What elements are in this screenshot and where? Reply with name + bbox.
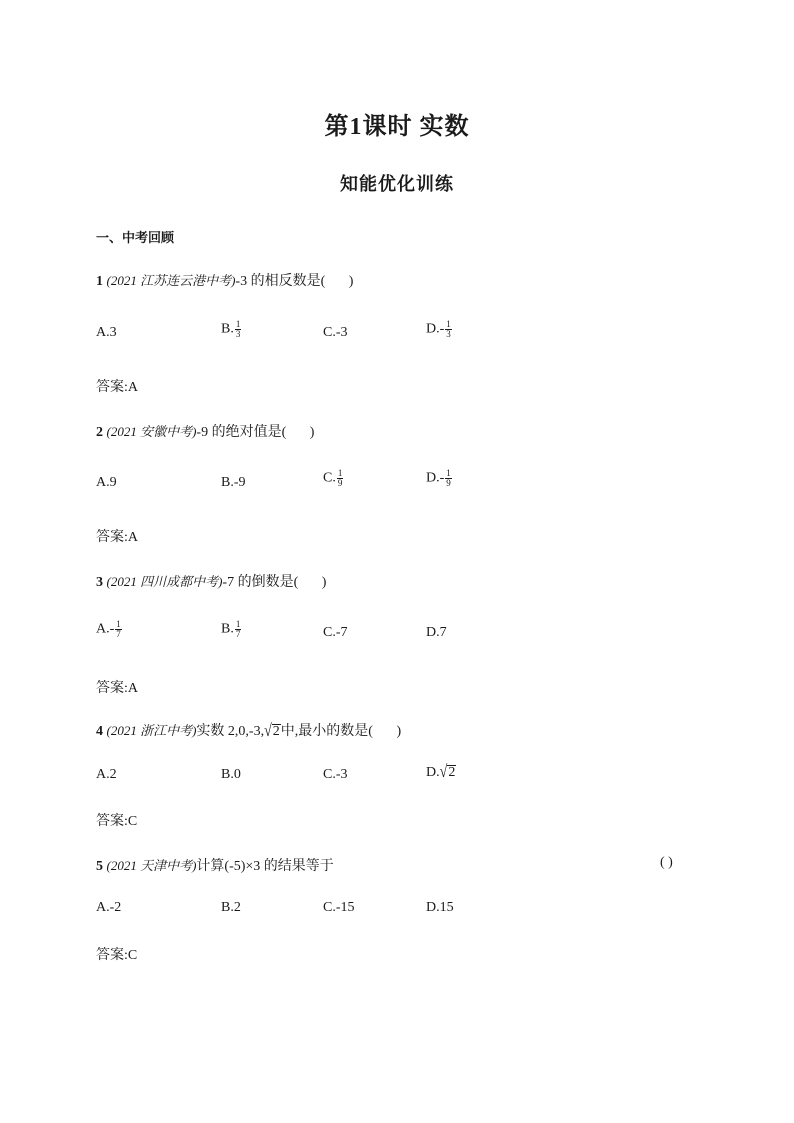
page-subtitle: 知能优化训练 [340,174,454,194]
option-a: A.- $\frac{1}{7}$ [96,619,121,639]
option-a: A.3 [96,325,117,340]
question-stem: -7 的倒数是( [222,575,299,590]
question-stem: -3 的相反数是( [235,274,326,289]
question-5 [96,855,334,875]
question-stem: 计算(-5)×3 的结果等于 [196,859,334,874]
option-d: D.- $\frac{1}{3}$ [426,319,451,339]
answer-paren: ( ) [660,855,673,870]
question-4 [96,720,401,740]
fraction: $\frac{1}{9}$ [446,468,451,488]
answer-2: 答案:A [96,530,138,545]
answer-paren-close: ) [321,575,327,590]
answer-4: 答案:C [96,814,138,829]
answer-1: 答案:A [96,380,138,395]
question-number: 1 [96,274,103,289]
option-a: A.2 [96,767,117,782]
answer-5: 答案:C [96,948,138,963]
question-3 [96,571,326,591]
square-root: √2 [264,722,280,741]
option-c: C.-3 [323,767,348,782]
option-b: B. $\frac{1}{3}$ [221,319,241,339]
question-source: (2021 四川成都中考) [106,574,223,589]
question-stem-pre: 实数 2,0,-3, [196,724,265,739]
option-c: C.-3 [323,325,348,340]
option-b: B.-9 [221,475,246,490]
option-c: C.-7 [323,625,348,640]
option-d: D.- $\frac{1}{9}$ [426,468,451,488]
question-stem: -9 的绝对值是( [196,425,287,440]
option-a: A.-2 [96,900,122,915]
question-number: 4 [96,724,103,739]
page-title: 第1课时 实数 [324,114,470,140]
question-number: 2 [96,425,103,440]
option-d: D.√2 [426,763,456,782]
option-a: A.9 [96,475,117,490]
option-c: C. $\frac{1}{9}$ [323,468,343,488]
question-1 [96,270,353,290]
question-stem-post: 中,最小的数是( [280,724,373,739]
option-b: B.2 [221,900,241,915]
question-source: (2021 安徽中考) [106,424,197,439]
fraction: $\frac{1}{3}$ [446,319,451,339]
section-heading: 一、中考回顾 [96,230,175,245]
option-b: B.0 [221,767,241,782]
option-c: C.-15 [323,900,355,915]
answer-paren-close: ) [396,724,402,739]
option-d: D.15 [426,900,454,915]
question-number: 3 [96,575,103,590]
question-source: (2021 江苏连云港中考) [106,273,236,288]
option-b: B. $\frac{1}{7}$ [221,619,241,639]
fraction: $\frac{1}{9}$ [337,468,343,488]
answer-paren-close: ) [309,425,315,440]
answer-paren-close: ) [348,274,354,289]
question-source: (2021 浙江中考) [106,723,197,738]
square-root: √2 [439,763,456,782]
fraction: $\frac{1}{7}$ [235,619,241,639]
question-2 [96,421,314,441]
answer-3: 答案:A [96,681,138,696]
option-d: D.7 [426,625,447,640]
question-source: (2021 天津中考) [106,858,197,873]
fraction: $\frac{1}{7}$ [116,619,121,639]
fraction: $\frac{1}{3}$ [235,319,241,339]
question-number: 5 [96,859,103,874]
